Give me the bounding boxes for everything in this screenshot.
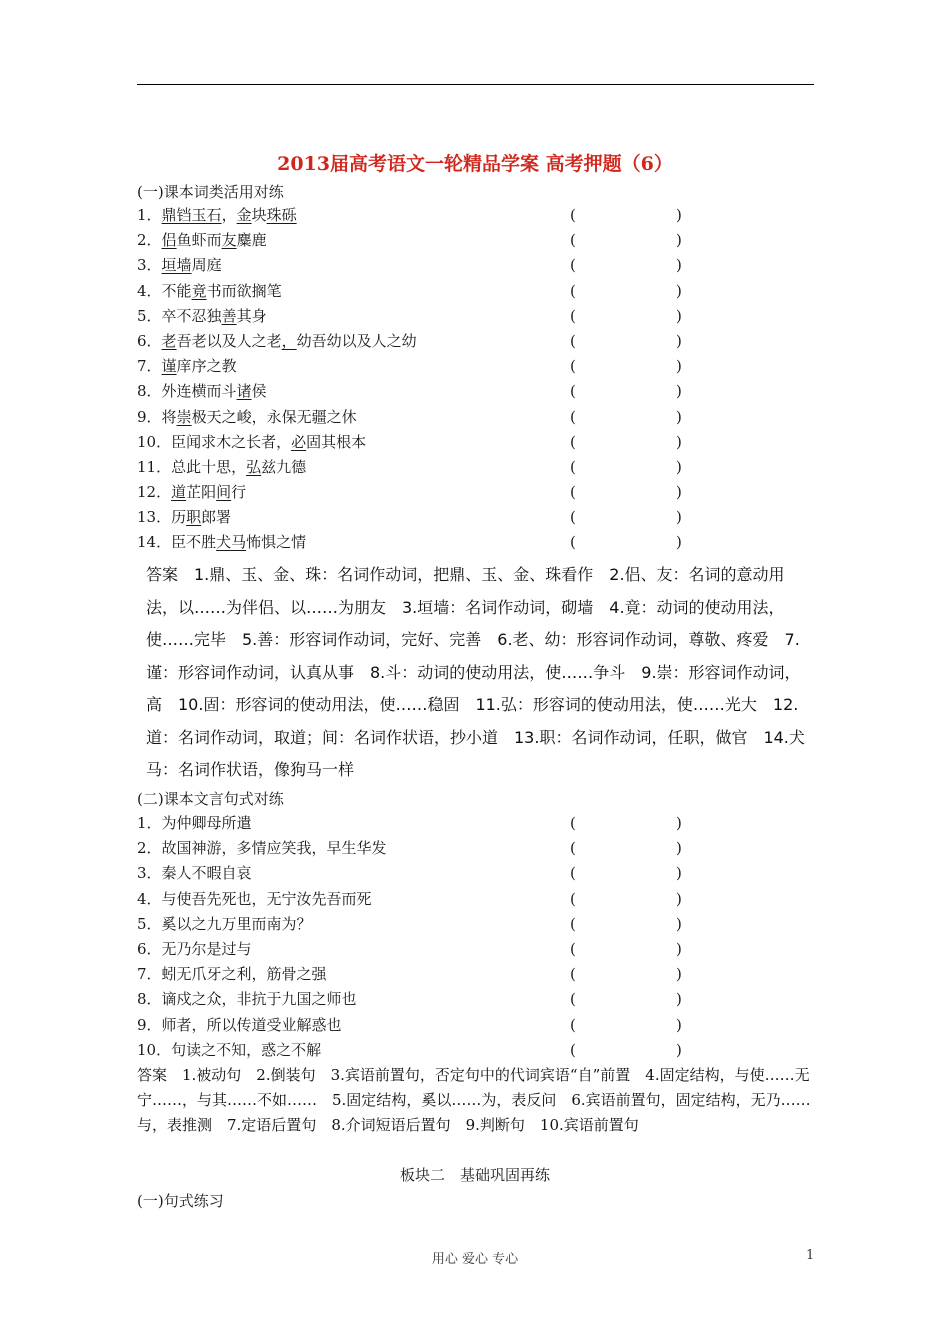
list-item [137, 354, 697, 379]
section1-answer: 答案 1.鼎、玉、金、珠：名词作动词，把鼎、玉、金、珠看作 2.侣、友：名词的意动用法，以……为伴侣、以……为朋友 3.垣墙：名词作动词，砌墙 4.竟：动词的使动用法，使……完毕 5.善：形容词作动词，完好、完善 6.老、幼：形容词作动词，尊敬、疼爱 7.谨：形容词作动词，认真从事 8.斗：动词的使动用法，使……争斗 9.崇：形容词作动词，高 10.固：形容词的使动用法，使……稳固 11.弘：形容词的使动用法，使……光大 12.道：名词作动词，取道；间：名词作状语，抄小道 13.职：名词作动词，任职，做官 14.犬马：名词作状语，像狗马一样 [146, 565, 805, 779]
answer-paren-close: ) [676, 864, 682, 883]
answer-paren-open: ( [570, 939, 576, 958]
item-number: 6． [137, 331, 162, 350]
item-number: 4． [137, 281, 162, 300]
item-number: 1． [137, 814, 162, 832]
item-text: 历职郎署 [171, 508, 232, 527]
item-number: 9． [137, 1015, 162, 1034]
answer-paren-close: ) [676, 1040, 682, 1059]
answer-paren-open: ( [570, 306, 576, 325]
answer-paren-open: ( [570, 457, 576, 476]
section2-heading: (二)课本文言句式对练 [137, 790, 284, 808]
answer-paren-close: ) [676, 407, 682, 426]
answer-paren-close: ) [676, 814, 682, 832]
answer-paren-open: ( [570, 382, 576, 401]
list-item [137, 455, 697, 480]
item-text: 臣不胜犬马怖惧之情 [171, 533, 307, 552]
answer-paren-open: ( [570, 839, 576, 858]
item-text: 为仲卿母所遣 [161, 814, 252, 832]
list-item [137, 962, 697, 987]
answer-paren-close: ) [676, 306, 682, 325]
item-text: 谪戍之众，非抗于九国之师也 [161, 990, 357, 1009]
answer-paren-open: ( [570, 914, 576, 933]
top-rule [137, 84, 814, 85]
list-item [137, 887, 697, 912]
item-number: 8． [137, 990, 162, 1009]
item-text: 将崇极天之峻，永保无疆之休 [161, 407, 357, 426]
item-number: 11． [137, 457, 172, 476]
answer-paren-open: ( [570, 357, 576, 376]
section1-list [137, 203, 697, 556]
item-number: 5． [137, 306, 162, 325]
item-text: 老吾老以及人之老，幼吾幼以及人之幼 [161, 331, 417, 350]
answer-paren-close: ) [676, 256, 682, 275]
item-text: 师者，所以传道受业解惑也 [161, 1015, 342, 1034]
item-text: 无乃尔是过与 [161, 939, 252, 958]
answer-paren-close: ) [676, 914, 682, 933]
list-item [137, 480, 697, 505]
item-text: 奚以之九万里而南为？ [161, 914, 312, 933]
item-text: 总此十思，弘兹九德 [171, 457, 307, 476]
section2-answer: 答案 1.被动句 2.倒装句 3.宾语前置句，否定句中的代词宾语“自”前置 4.固定结构，与使……无宁……，与其……不如…… 5.固定结构，奚以……为，表反问 6.宾语前置句，固定结构，无乃……与，表推测 7.定语后置句 8.介词短语后置句 9.判断句 10.宾语前置句 [137, 1066, 811, 1134]
answer-paren-open: ( [570, 889, 576, 908]
list-item [137, 836, 697, 861]
answer-paren-close: ) [676, 382, 682, 401]
item-text: 鼎铛玉石，金块珠砾 [161, 206, 297, 224]
item-number: 8． [137, 382, 162, 401]
item-text: 卒不忍独善其身 [161, 306, 267, 325]
item-text: 臣闻求木之长者，必固其根本 [171, 432, 367, 451]
list-item [137, 430, 697, 455]
footer-text: 用心 爱心 专心 [431, 1252, 519, 1267]
answer-paren-open: ( [570, 1040, 576, 1059]
answer-paren-open: ( [570, 1015, 576, 1034]
answer-paren-close: ) [676, 432, 682, 451]
list-item [137, 530, 697, 555]
answer-paren-open: ( [570, 483, 576, 502]
answer-paren-close: ) [676, 483, 682, 502]
answer-paren-close: ) [676, 1015, 682, 1034]
section2-list [137, 811, 697, 1063]
list-item [137, 253, 697, 278]
list-item [137, 505, 697, 530]
answer-paren-open: ( [570, 256, 576, 275]
answer-paren-close: ) [676, 457, 682, 476]
list-item [137, 379, 697, 404]
item-text: 侣鱼虾而友麋鹿 [161, 231, 267, 250]
list-item [137, 228, 697, 253]
item-number: 10． [137, 1040, 172, 1059]
list-item [137, 811, 697, 836]
item-text: 道芷阳间行 [171, 483, 247, 502]
answer-paren-close: ) [676, 206, 682, 224]
item-number: 5． [137, 914, 162, 933]
list-item [137, 987, 697, 1012]
list-item [137, 203, 697, 228]
item-text: 秦人不暇自哀 [161, 864, 252, 883]
answer-paren-close: ) [676, 231, 682, 250]
item-text: 垣墙周庭 [161, 256, 222, 275]
answer-paren-open: ( [570, 206, 576, 224]
answer-paren-open: ( [570, 864, 576, 883]
item-number: 1． [137, 206, 162, 224]
answer-paren-open: ( [570, 508, 576, 527]
answer-paren-open: ( [570, 407, 576, 426]
answer-paren-open: ( [570, 990, 576, 1009]
item-number: 6． [137, 939, 162, 958]
list-item [137, 1013, 697, 1038]
answer-paren-close: ) [676, 533, 682, 552]
answer-paren-open: ( [570, 231, 576, 250]
list-item [137, 861, 697, 886]
answer-paren-open: ( [570, 814, 576, 832]
item-number: 3． [137, 256, 162, 275]
answer-paren-close: ) [676, 965, 682, 984]
page-title: 2013届高考语文一轮精品学案 高考押题（6） [277, 153, 673, 175]
answer-paren-open: ( [570, 432, 576, 451]
item-text: 不能竟书而欲搁笔 [161, 281, 282, 300]
list-item [137, 329, 697, 354]
item-number: 2． [137, 231, 162, 250]
item-number: 7． [137, 357, 162, 376]
answer-paren-close: ) [676, 839, 682, 858]
answer-paren-open: ( [570, 281, 576, 300]
item-number: 9． [137, 407, 162, 426]
answer-paren-close: ) [676, 990, 682, 1009]
answer-paren-close: ) [676, 889, 682, 908]
answer-paren-close: ) [676, 508, 682, 527]
list-item [137, 279, 697, 304]
item-number: 7． [137, 965, 162, 984]
answer-paren-close: ) [676, 357, 682, 376]
list-item [137, 937, 697, 962]
answer-paren-close: ) [676, 939, 682, 958]
item-text: 谨庠序之教 [161, 357, 237, 376]
list-item [137, 405, 697, 430]
page-number: 1 [806, 1248, 815, 1263]
item-number: 10． [137, 432, 172, 451]
item-text: 句读之不知，惑之不解 [171, 1040, 322, 1059]
item-text: 外连横而斗诸侯 [161, 382, 267, 401]
block-title: 板块二 基础巩固再练 [399, 1166, 550, 1184]
item-text: 蚓无爪牙之利，筋骨之强 [161, 965, 327, 984]
list-item [137, 304, 697, 329]
item-number: 13． [137, 508, 172, 527]
answer-paren-open: ( [570, 331, 576, 350]
item-text: 与使吾先死也，无宁汝先吾而死 [161, 889, 372, 908]
item-number: 3． [137, 864, 162, 883]
list-item [137, 912, 697, 937]
answer-paren-close: ) [676, 281, 682, 300]
list-item [137, 1038, 697, 1063]
item-number: 2． [137, 839, 162, 858]
section1-heading: (一)课本词类活用对练 [137, 183, 284, 201]
section3-heading: (一)句式练习 [137, 1192, 224, 1210]
item-number: 4． [137, 889, 162, 908]
item-number: 14． [137, 533, 172, 552]
item-text: 故国神游，多情应笑我，早生华发 [161, 839, 387, 858]
answer-paren-open: ( [570, 533, 576, 552]
answer-paren-close: ) [676, 331, 682, 350]
answer-paren-open: ( [570, 965, 576, 984]
item-number: 12． [137, 483, 172, 502]
